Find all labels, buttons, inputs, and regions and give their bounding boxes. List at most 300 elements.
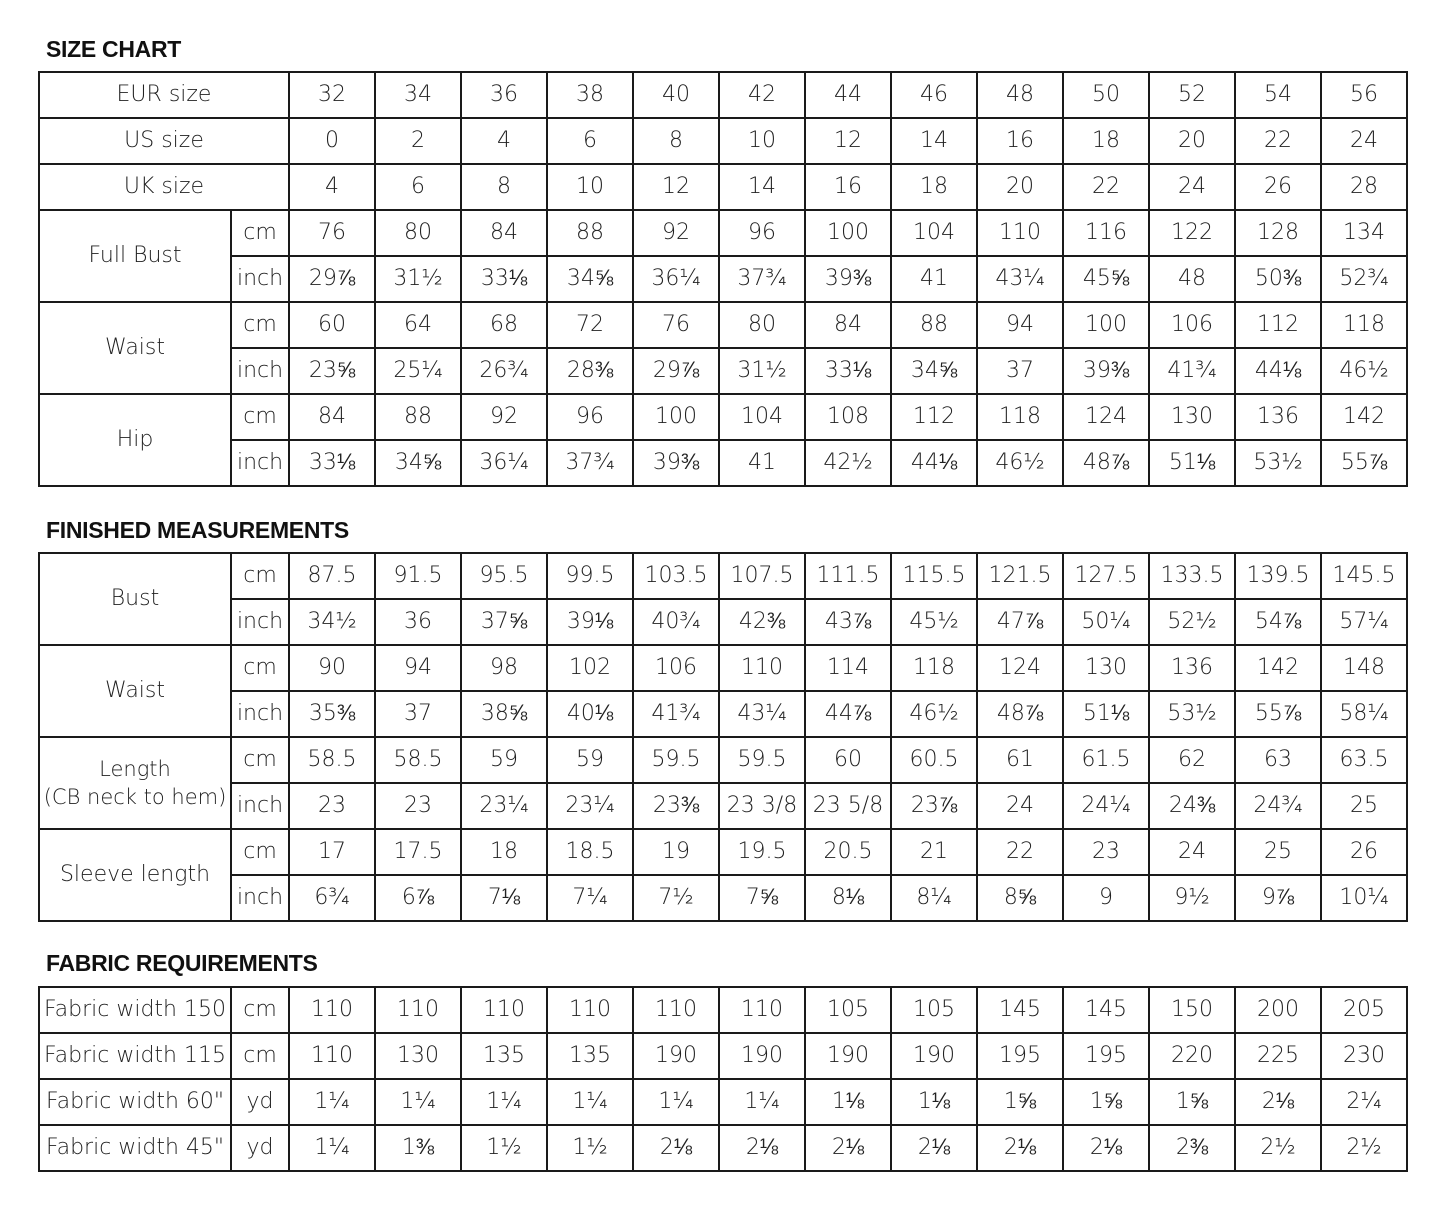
value-cell: 12: [633, 164, 719, 210]
value-cell: 58.5: [375, 737, 461, 783]
row-label: US size: [39, 118, 289, 164]
row-label: Length (CB neck to hem): [39, 737, 231, 829]
value-cell: 1½: [547, 1125, 633, 1171]
value-cell: 25¼: [375, 348, 461, 394]
value-cell: 1¼: [375, 1079, 461, 1125]
value-cell: 41: [891, 256, 977, 302]
value-cell: 61: [977, 737, 1063, 783]
value-cell: 26¾: [461, 348, 547, 394]
value-cell: 23: [1063, 829, 1149, 875]
value-cell: 29⅞: [633, 348, 719, 394]
value-cell: 104: [891, 210, 977, 256]
value-cell: 36¼: [633, 256, 719, 302]
value-cell: 142: [1235, 645, 1321, 691]
value-cell: 28: [1321, 164, 1407, 210]
unit-cell: cm: [231, 987, 289, 1033]
value-cell: 61.5: [1063, 737, 1149, 783]
value-cell: 63: [1235, 737, 1321, 783]
value-cell: 10: [547, 164, 633, 210]
value-cell: 2⅛: [977, 1125, 1063, 1171]
value-cell: 23¼: [547, 783, 633, 829]
value-cell: 43¼: [719, 691, 805, 737]
value-cell: 34: [375, 72, 461, 118]
value-cell: 190: [805, 1033, 891, 1079]
value-cell: 2⅛: [719, 1125, 805, 1171]
value-cell: 42⅜: [719, 599, 805, 645]
value-cell: 76: [289, 210, 375, 256]
value-cell: 52: [1149, 72, 1235, 118]
value-cell: 135: [547, 1033, 633, 1079]
value-cell: 34⅝: [375, 440, 461, 486]
unit-cell: cm: [231, 553, 289, 599]
value-cell: 8: [461, 164, 547, 210]
value-cell: 1¼: [289, 1079, 375, 1125]
row-label: Fabric width 150: [39, 987, 231, 1033]
value-cell: 1¼: [719, 1079, 805, 1125]
value-cell: 10¼: [1321, 875, 1407, 921]
value-cell: 112: [891, 394, 977, 440]
value-cell: 92: [461, 394, 547, 440]
value-cell: 24: [977, 783, 1063, 829]
value-cell: 105: [805, 987, 891, 1033]
value-cell: 20: [977, 164, 1063, 210]
table-row: [39, 1033, 1407, 1079]
value-cell: 53½: [1149, 691, 1235, 737]
value-cell: 145: [977, 987, 1063, 1033]
table-row: [39, 553, 1407, 599]
value-cell: 136: [1235, 394, 1321, 440]
value-cell: 1⅛: [805, 1079, 891, 1125]
value-cell: 130: [1063, 645, 1149, 691]
value-cell: 22: [1063, 164, 1149, 210]
value-cell: 45⅝: [1063, 256, 1149, 302]
value-cell: 127.5: [1063, 553, 1149, 599]
value-cell: 19.5: [719, 829, 805, 875]
table-row: [39, 599, 1407, 645]
value-cell: 59: [461, 737, 547, 783]
value-cell: 2½: [1321, 1125, 1407, 1171]
value-cell: 50⅜: [1235, 256, 1321, 302]
value-cell: 23⅝: [289, 348, 375, 394]
value-cell: 225: [1235, 1033, 1321, 1079]
value-cell: 24⅜: [1149, 783, 1235, 829]
value-cell: 130: [375, 1033, 461, 1079]
value-cell: 50: [1063, 72, 1149, 118]
value-cell: 9½: [1149, 875, 1235, 921]
unit-cell: cm: [231, 1033, 289, 1079]
value-cell: 110: [375, 987, 461, 1033]
value-cell: 6: [547, 118, 633, 164]
value-cell: 32: [289, 72, 375, 118]
table-row: [39, 302, 1407, 348]
size-chart-title: SIZE CHART: [46, 36, 182, 62]
value-cell: 37¾: [719, 256, 805, 302]
value-cell: 112: [1235, 302, 1321, 348]
value-cell: 130: [1149, 394, 1235, 440]
value-cell: 28⅜: [547, 348, 633, 394]
value-cell: 195: [1063, 1033, 1149, 1079]
value-cell: 38: [547, 72, 633, 118]
value-cell: 84: [289, 394, 375, 440]
unit-cell: inch: [231, 348, 289, 394]
value-cell: 1¼: [547, 1079, 633, 1125]
value-cell: 135: [461, 1033, 547, 1079]
finished-measurements-table: [38, 552, 1408, 922]
value-cell: 20: [1149, 118, 1235, 164]
value-cell: 47⅞: [977, 599, 1063, 645]
value-cell: 72: [547, 302, 633, 348]
value-cell: 100: [805, 210, 891, 256]
value-cell: 23 5/8: [805, 783, 891, 829]
value-cell: 17: [289, 829, 375, 875]
value-cell: 26: [1321, 829, 1407, 875]
value-cell: 105: [891, 987, 977, 1033]
value-cell: 58¼: [1321, 691, 1407, 737]
value-cell: 190: [891, 1033, 977, 1079]
value-cell: 24¾: [1235, 783, 1321, 829]
unit-cell: cm: [231, 394, 289, 440]
value-cell: 34⅝: [891, 348, 977, 394]
fabric-requirements-title: FABRIC REQUIREMENTS: [46, 950, 318, 976]
value-cell: 31½: [375, 256, 461, 302]
value-cell: 43⅞: [805, 599, 891, 645]
value-cell: 8⅛: [805, 875, 891, 921]
value-cell: 23¼: [461, 783, 547, 829]
value-cell: 37⅝: [461, 599, 547, 645]
value-cell: 59.5: [719, 737, 805, 783]
value-cell: 53½: [1235, 440, 1321, 486]
value-cell: 40: [633, 72, 719, 118]
value-cell: 1¼: [633, 1079, 719, 1125]
value-cell: 8: [633, 118, 719, 164]
value-cell: 110: [977, 210, 1063, 256]
value-cell: 60: [289, 302, 375, 348]
table-row: [39, 164, 1407, 210]
value-cell: 46½: [891, 691, 977, 737]
value-cell: 55⅞: [1321, 440, 1407, 486]
value-cell: 40¾: [633, 599, 719, 645]
value-cell: 23: [375, 783, 461, 829]
value-cell: 18: [1063, 118, 1149, 164]
table-row: [39, 72, 1407, 118]
value-cell: 145.5: [1321, 553, 1407, 599]
value-cell: 115.5: [891, 553, 977, 599]
row-label: Fabric width 45": [39, 1125, 231, 1171]
value-cell: 42: [719, 72, 805, 118]
value-cell: 195: [977, 1033, 1063, 1079]
value-cell: 23⅞: [891, 783, 977, 829]
value-cell: 51⅛: [1063, 691, 1149, 737]
value-cell: 24: [1149, 829, 1235, 875]
unit-cell: inch: [231, 691, 289, 737]
value-cell: 6¾: [289, 875, 375, 921]
unit-cell: inch: [231, 875, 289, 921]
table-row: [39, 737, 1407, 783]
value-cell: 2⅛: [633, 1125, 719, 1171]
value-cell: 39⅜: [633, 440, 719, 486]
value-cell: 46: [891, 72, 977, 118]
row-label: UK size: [39, 164, 289, 210]
row-label: Sleeve length: [39, 829, 231, 921]
value-cell: 133.5: [1149, 553, 1235, 599]
unit-cell: inch: [231, 783, 289, 829]
value-cell: 98: [461, 645, 547, 691]
value-cell: 48: [977, 72, 1063, 118]
value-cell: 136: [1149, 645, 1235, 691]
value-cell: 63.5: [1321, 737, 1407, 783]
value-cell: 42½: [805, 440, 891, 486]
value-cell: 51⅛: [1149, 440, 1235, 486]
value-cell: 54: [1235, 72, 1321, 118]
value-cell: 118: [977, 394, 1063, 440]
value-cell: 94: [977, 302, 1063, 348]
value-cell: 103.5: [633, 553, 719, 599]
value-cell: 44⅛: [891, 440, 977, 486]
value-cell: 7¼: [547, 875, 633, 921]
value-cell: 87.5: [289, 553, 375, 599]
value-cell: 26: [1235, 164, 1321, 210]
value-cell: 36¼: [461, 440, 547, 486]
value-cell: 29⅞: [289, 256, 375, 302]
value-cell: 22: [1235, 118, 1321, 164]
value-cell: 59.5: [633, 737, 719, 783]
value-cell: 41: [719, 440, 805, 486]
value-cell: 1¼: [289, 1125, 375, 1171]
value-cell: 1½: [461, 1125, 547, 1171]
value-cell: 142: [1321, 394, 1407, 440]
table-row: [39, 987, 1407, 1033]
row-label: Hip: [39, 394, 231, 486]
value-cell: 84: [461, 210, 547, 256]
value-cell: 139.5: [1235, 553, 1321, 599]
value-cell: 220: [1149, 1033, 1235, 1079]
value-cell: 34⅝: [547, 256, 633, 302]
table-row: [39, 348, 1407, 394]
table-row: [39, 1125, 1407, 1171]
value-cell: 41¾: [1149, 348, 1235, 394]
row-label: EUR size: [39, 72, 289, 118]
value-cell: 46½: [977, 440, 1063, 486]
value-cell: 44⅞: [805, 691, 891, 737]
unit-cell: cm: [231, 737, 289, 783]
value-cell: 110: [461, 987, 547, 1033]
row-label: Fabric width 60": [39, 1079, 231, 1125]
value-cell: 121.5: [977, 553, 1063, 599]
value-cell: 33⅛: [805, 348, 891, 394]
row-label: Waist: [39, 302, 231, 394]
value-cell: 110: [719, 645, 805, 691]
value-cell: 60: [805, 737, 891, 783]
value-cell: 9: [1063, 875, 1149, 921]
value-cell: 14: [891, 118, 977, 164]
value-cell: 39⅜: [805, 256, 891, 302]
row-label: Fabric width 115: [39, 1033, 231, 1079]
value-cell: 124: [1063, 394, 1149, 440]
value-cell: 10: [719, 118, 805, 164]
value-cell: 111.5: [805, 553, 891, 599]
value-cell: 2⅛: [1063, 1125, 1149, 1171]
value-cell: 58.5: [289, 737, 375, 783]
value-cell: 96: [719, 210, 805, 256]
value-cell: 31½: [719, 348, 805, 394]
value-cell: 80: [719, 302, 805, 348]
value-cell: 7⅛: [461, 875, 547, 921]
finished-measurements-title: FINISHED MEASUREMENTS: [46, 517, 349, 543]
unit-cell: cm: [231, 210, 289, 256]
unit-cell: inch: [231, 256, 289, 302]
value-cell: 205: [1321, 987, 1407, 1033]
value-cell: 18.5: [547, 829, 633, 875]
value-cell: 80: [375, 210, 461, 256]
table-row: [39, 394, 1407, 440]
value-cell: 18: [461, 829, 547, 875]
value-cell: 14: [719, 164, 805, 210]
value-cell: 60.5: [891, 737, 977, 783]
value-cell: 16: [977, 118, 1063, 164]
value-cell: 148: [1321, 645, 1407, 691]
table-row: [39, 645, 1407, 691]
value-cell: 1⅝: [1063, 1079, 1149, 1125]
table-row: [39, 691, 1407, 737]
value-cell: 1¼: [461, 1079, 547, 1125]
value-cell: 94: [375, 645, 461, 691]
value-cell: 9⅞: [1235, 875, 1321, 921]
value-cell: 150: [1149, 987, 1235, 1033]
value-cell: 1⅝: [977, 1079, 1063, 1125]
value-cell: 190: [633, 1033, 719, 1079]
value-cell: 44⅛: [1235, 348, 1321, 394]
value-cell: 2⅛: [805, 1125, 891, 1171]
value-cell: 62: [1149, 737, 1235, 783]
value-cell: 110: [289, 987, 375, 1033]
value-cell: 124: [977, 645, 1063, 691]
unit-cell: yd: [231, 1125, 289, 1171]
unit-cell: cm: [231, 302, 289, 348]
value-cell: 110: [289, 1033, 375, 1079]
value-cell: 16: [805, 164, 891, 210]
value-cell: 6⅞: [375, 875, 461, 921]
table-row: [39, 875, 1407, 921]
value-cell: 1⅛: [891, 1079, 977, 1125]
unit-cell: cm: [231, 829, 289, 875]
value-cell: 54⅞: [1235, 599, 1321, 645]
value-cell: 24: [1321, 118, 1407, 164]
value-cell: 19: [633, 829, 719, 875]
value-cell: 106: [1149, 302, 1235, 348]
value-cell: 24: [1149, 164, 1235, 210]
value-cell: 52½: [1149, 599, 1235, 645]
value-cell: 7⅝: [719, 875, 805, 921]
unit-cell: inch: [231, 599, 289, 645]
value-cell: 36: [461, 72, 547, 118]
value-cell: 8¼: [891, 875, 977, 921]
row-label: Bust: [39, 553, 231, 645]
value-cell: 46½: [1321, 348, 1407, 394]
value-cell: 145: [1063, 987, 1149, 1033]
value-cell: 23: [289, 783, 375, 829]
value-cell: 2½: [1235, 1125, 1321, 1171]
value-cell: 68: [461, 302, 547, 348]
fabric-requirements-table: [38, 986, 1408, 1172]
value-cell: 110: [633, 987, 719, 1033]
value-cell: 76: [633, 302, 719, 348]
row-label: Full Bust: [39, 210, 231, 302]
value-cell: 110: [547, 987, 633, 1033]
value-cell: 118: [1321, 302, 1407, 348]
value-cell: 40⅛: [547, 691, 633, 737]
value-cell: 88: [891, 302, 977, 348]
value-cell: 22: [977, 829, 1063, 875]
value-cell: 108: [805, 394, 891, 440]
value-cell: 2⅛: [891, 1125, 977, 1171]
value-cell: 39⅛: [547, 599, 633, 645]
value-cell: 17.5: [375, 829, 461, 875]
value-cell: 2⅛: [1235, 1079, 1321, 1125]
value-cell: 57¼: [1321, 599, 1407, 645]
table-row: [39, 1079, 1407, 1125]
value-cell: 95.5: [461, 553, 547, 599]
value-cell: 88: [375, 394, 461, 440]
value-cell: 55⅞: [1235, 691, 1321, 737]
value-cell: 104: [719, 394, 805, 440]
value-cell: 35⅜: [289, 691, 375, 737]
value-cell: 21: [891, 829, 977, 875]
value-cell: 37¾: [547, 440, 633, 486]
unit-cell: cm: [231, 645, 289, 691]
value-cell: 90: [289, 645, 375, 691]
value-cell: 52¾: [1321, 256, 1407, 302]
value-cell: 37: [375, 691, 461, 737]
value-cell: 190: [719, 1033, 805, 1079]
value-cell: 6: [375, 164, 461, 210]
value-cell: 33⅛: [289, 440, 375, 486]
value-cell: 64: [375, 302, 461, 348]
value-cell: 4: [289, 164, 375, 210]
value-cell: 102: [547, 645, 633, 691]
value-cell: 20.5: [805, 829, 891, 875]
value-cell: 106: [633, 645, 719, 691]
value-cell: 2⅜: [1149, 1125, 1235, 1171]
value-cell: 1⅝: [1149, 1079, 1235, 1125]
value-cell: 1⅜: [375, 1125, 461, 1171]
table-row: [39, 829, 1407, 875]
value-cell: 48: [1149, 256, 1235, 302]
value-cell: 33⅛: [461, 256, 547, 302]
row-label: Waist: [39, 645, 231, 737]
value-cell: 99.5: [547, 553, 633, 599]
table-row: [39, 783, 1407, 829]
value-cell: 24¼: [1063, 783, 1149, 829]
value-cell: 48⅞: [1063, 440, 1149, 486]
value-cell: 25: [1235, 829, 1321, 875]
value-cell: 0: [289, 118, 375, 164]
value-cell: 45½: [891, 599, 977, 645]
value-cell: 110: [719, 987, 805, 1033]
value-cell: 88: [547, 210, 633, 256]
value-cell: 41¾: [633, 691, 719, 737]
value-cell: 230: [1321, 1033, 1407, 1079]
table-row: [39, 210, 1407, 256]
value-cell: 116: [1063, 210, 1149, 256]
size-chart-table: [38, 71, 1408, 487]
value-cell: 12: [805, 118, 891, 164]
value-cell: 118: [891, 645, 977, 691]
value-cell: 56: [1321, 72, 1407, 118]
unit-cell: yd: [231, 1079, 289, 1125]
value-cell: 92: [633, 210, 719, 256]
value-cell: 44: [805, 72, 891, 118]
value-cell: 23⅜: [633, 783, 719, 829]
